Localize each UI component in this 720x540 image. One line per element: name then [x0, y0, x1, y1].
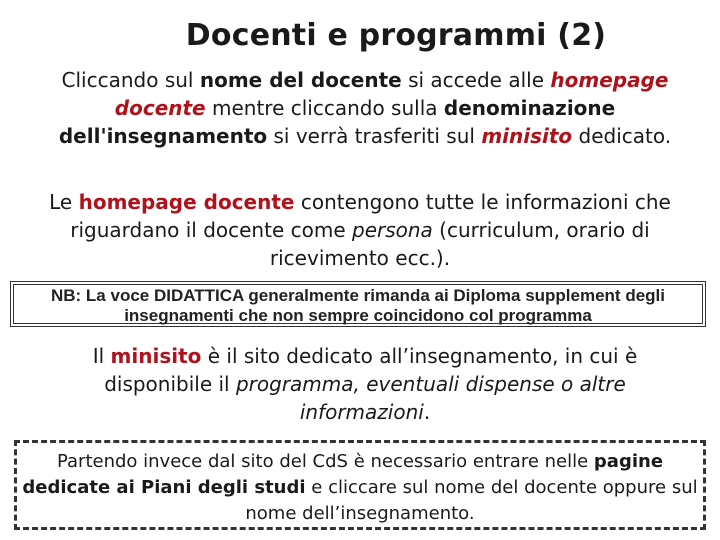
paragraph-intro	[30, 66, 700, 150]
nb-line-1: NB: La voce DIDATTICA generalmente rimanda ai Diploma supplement degli	[50, 286, 665, 305]
text-run: contengono tutte le informazioni che riguardano il docente come	[70, 190, 671, 242]
text-run: si accede alle	[401, 68, 551, 92]
text-run: Partendo invece dal sito del CdS è necessario entrare nelle	[56, 451, 594, 472]
highlight-homepage-docente: homepage docente	[114, 68, 669, 120]
italic-persona: persona	[352, 218, 433, 242]
highlight-minisito: minisito	[110, 344, 202, 368]
text-run: Cliccando sul	[61, 68, 200, 92]
text-run: mentre cliccando sulla	[205, 96, 444, 120]
bold-text-denominazione: denominazione dell'insegnamento	[58, 96, 616, 148]
text-run: dedicato.	[572, 124, 672, 148]
paragraph-minisito	[40, 342, 690, 426]
text-run: Il	[92, 344, 111, 368]
bold-text-piani-studi: pagine dedicate ai Piani degli studi	[22, 451, 664, 498]
text-run: .	[423, 400, 431, 424]
slide-title: Docenti e programmi (2)	[185, 18, 607, 53]
cds-note-box	[14, 440, 706, 530]
text-run: si verrà trasferiti sul	[267, 124, 482, 148]
text-run: e cliccare sul nome del docente oppure sul nome dell’insegnamento.	[245, 477, 698, 524]
bold-text-nome-docente: nome del docente	[199, 68, 402, 92]
text-run: (curriculum, orario di ricevimento ecc.).	[269, 218, 650, 270]
italic-programma: programma, eventuali dispense o altre informazioni	[235, 372, 626, 424]
text-run: Le	[49, 190, 79, 214]
cds-note-text	[17, 449, 703, 527]
nb-note-box	[10, 281, 706, 327]
text-run: è il sito dedicato all’insegnamento, in cui è disponibile il	[104, 344, 638, 396]
paragraph-homepage	[10, 188, 710, 272]
nb-note-text	[14, 285, 702, 326]
highlight-minisito: minisito	[481, 124, 573, 148]
highlight-homepage-docente: homepage docente	[78, 190, 295, 214]
nb-line-2: insegnamenti che non sempre coincidono col programma	[124, 306, 592, 325]
